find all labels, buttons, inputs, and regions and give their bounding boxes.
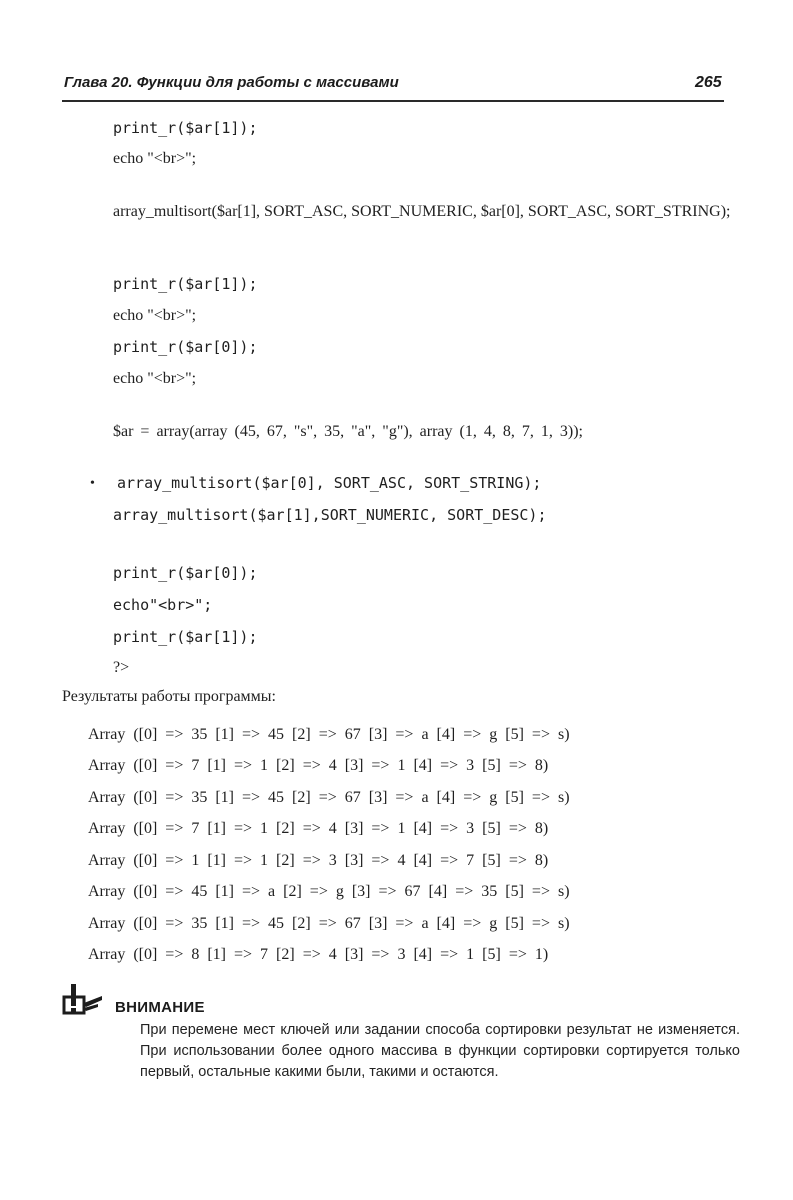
- bullet-mark: •: [90, 476, 95, 491]
- result-row: Array ([0] => 7 [1] => 1 [2] => 4 [3] => 1 [4] => 3 [5] => 8): [88, 757, 549, 774]
- result-row: Array ([0] => 7 [1] => 1 [2] => 4 [3] => 1 [4] => 3 [5] => 8): [88, 820, 549, 837]
- chapter-title: Глава 20. Функции для работы с массивами: [64, 74, 399, 91]
- header-rule: [62, 100, 724, 102]
- code-line: print_r($ar[1]);: [113, 119, 258, 137]
- result-row: Array ([0] => 1 [1] => 1 [2] => 3 [3] => 4 [4] => 7 [5] => 8): [88, 852, 549, 869]
- result-row: Array ([0] => 45 [1] => a [2] => g [3] => 67 [4] => 35 [5] => s): [88, 883, 570, 900]
- code-line: array_multisort($ar[1], SORT_ASC, SORT_NUMERIC, $ar[0], SORT_ASC, SORT_STRING);: [113, 203, 731, 220]
- code-line: echo "<br>";: [113, 307, 197, 324]
- code-line: print_r($ar[0]);: [113, 564, 258, 582]
- attention-title: ВНИМАНИЕ: [115, 999, 205, 1016]
- code-line: echo"<br>";: [113, 596, 213, 614]
- result-row: Array ([0] => 35 [1] => 45 [2] => 67 [3] => a [4] => g [5] => s): [88, 726, 570, 743]
- result-row: Array ([0] => 8 [1] => 7 [2] => 4 [3] => 3 [4] => 1 [5] => 1): [88, 946, 549, 963]
- code-line: print_r($ar[1]);: [113, 628, 258, 646]
- results-label: Результаты работы программы:: [62, 688, 276, 705]
- attention-hand-icon: [62, 983, 104, 1017]
- code-line: array_multisort($ar[0], SORT_ASC, SORT_STRING);: [117, 474, 542, 492]
- result-row: Array ([0] => 35 [1] => 45 [2] => 67 [3] => a [4] => g [5] => s): [88, 915, 570, 932]
- page-number: 265: [695, 74, 722, 91]
- code-line: $ar = array(array (45, 67, "s", 35, "a", "g"), array (1, 4, 8, 7, 1, 3));: [113, 423, 583, 440]
- code-line: array_multisort($ar[1],SORT_NUMERIC, SORT_DESC);: [113, 506, 547, 524]
- code-line: echo "<br>";: [113, 370, 197, 387]
- code-line: echo "<br>";: [113, 150, 197, 167]
- result-row: Array ([0] => 35 [1] => 45 [2] => 67 [3] => a [4] => g [5] => s): [88, 789, 570, 806]
- code-line: print_r($ar[0]);: [113, 338, 258, 356]
- code-line: print_r($ar[1]);: [113, 275, 258, 293]
- code-line: ?>: [113, 659, 130, 676]
- attention-text: При перемене мест ключей или задании способа сортировки результат не изменяется. При использовании более одного массива в функции сортировки сортируется только первый, остальные какими были, такими и остаются.: [140, 1022, 740, 1080]
